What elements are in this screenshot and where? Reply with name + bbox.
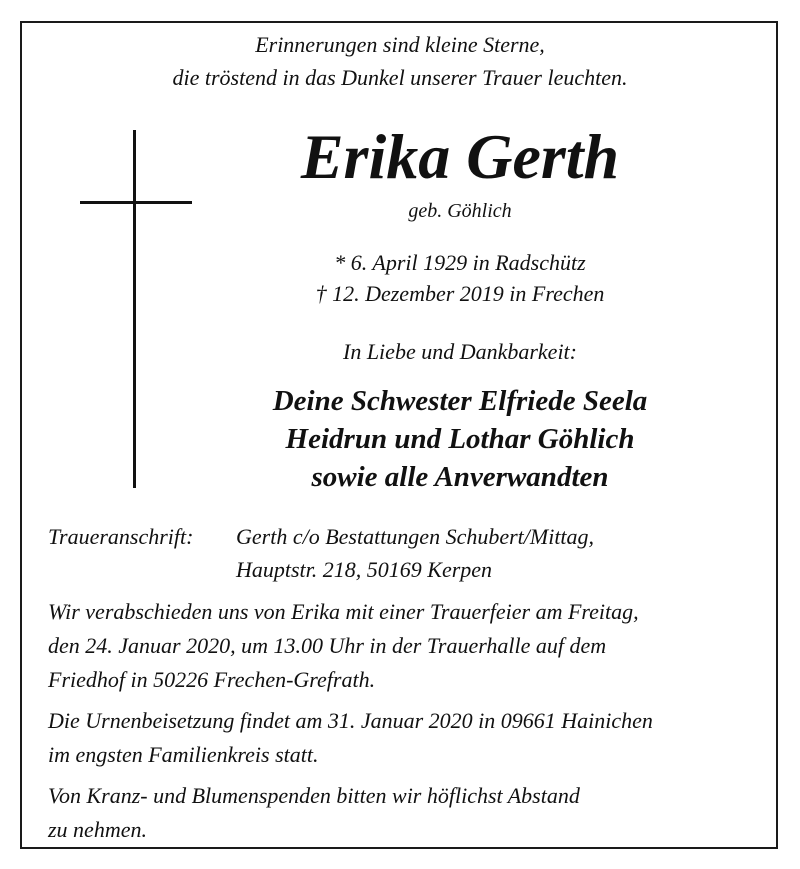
mourning-address <box>236 520 594 586</box>
motto-line: Erinnerungen sind kleine Sterne, <box>255 32 545 57</box>
motto <box>0 28 800 94</box>
death-info: † 12. Dezember 2019 in Frechen <box>315 281 605 306</box>
deceased-name: Erika Gerth <box>300 121 620 192</box>
mourners-list <box>210 382 710 496</box>
mourner-line: sowie alle Anverwandten <box>311 461 609 493</box>
cross-vertical-bar <box>133 130 136 488</box>
address-line: Hauptstr. 218, 50169 Kerpen <box>236 557 493 582</box>
paragraph-line: im engsten Familienkreis statt. <box>48 742 319 767</box>
address-label: Traueranschrift: <box>48 524 194 549</box>
mourner-line: Deine Schwester Elfriede Seela <box>272 385 648 417</box>
mourners-intro: In Liebe und Dankbarkeit: <box>343 339 577 364</box>
urn-burial-paragraph <box>48 704 760 772</box>
paragraph-line: Die Urnenbeisetzung findet am 31. Januar 2020 in 09661 Hainichen <box>48 708 653 733</box>
paragraph-line: den 24. Januar 2020, um 13.00 Uhr in der Trauerhalle auf dem <box>48 633 607 658</box>
paragraph-line: zu nehmen. <box>48 817 147 842</box>
paragraph-line: Friedhof in 50226 Frechen-Grefrath. <box>48 667 376 692</box>
paragraph-line: Von Kranz- und Blumenspenden bitten wir höflichst Abstand <box>48 783 580 808</box>
birth-info: * 6. April 1929 in Radschütz <box>334 250 586 275</box>
address-line: Gerth c/o Bestattungen Schubert/Mittag, <box>236 524 595 549</box>
funeral-service-paragraph <box>48 595 760 697</box>
motto-line: die tröstend in das Dunkel unserer Trauer leuchten. <box>172 65 628 90</box>
flowers-note-paragraph <box>48 779 760 847</box>
cross-horizontal-bar <box>80 201 192 204</box>
maiden-name: geb. Göhlich <box>408 200 512 222</box>
paragraph-line: Wir verabschieden uns von Erika mit einer Trauerfeier am Freitag, <box>48 599 639 624</box>
mourner-line: Heidrun und Lothar Göhlich <box>285 423 635 455</box>
